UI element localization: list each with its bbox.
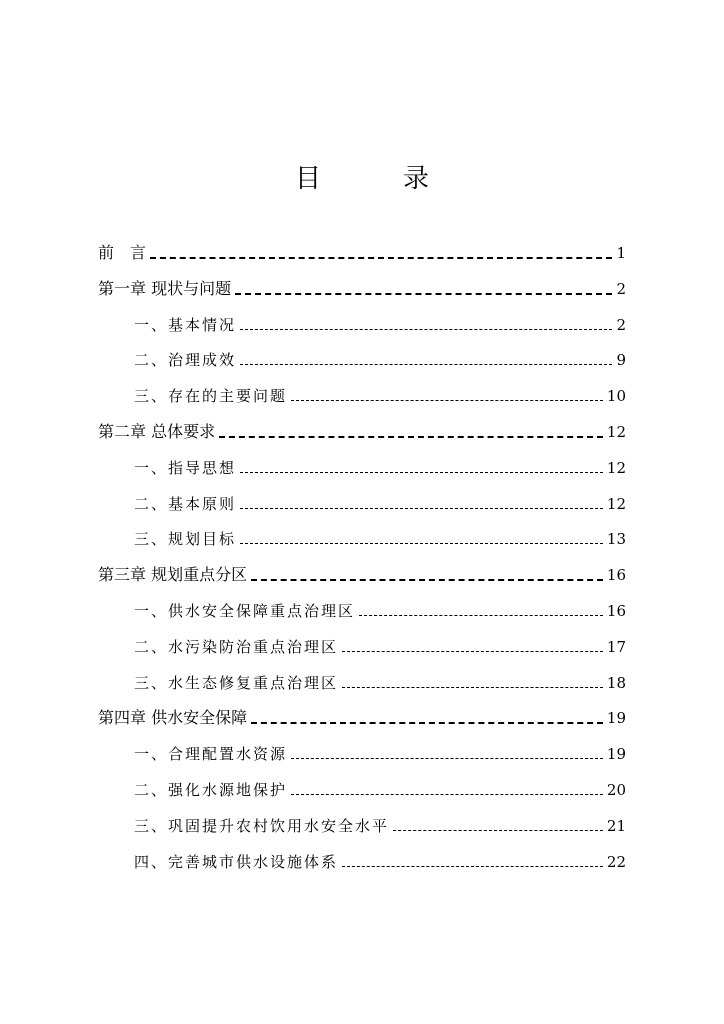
toc-leader-dashes bbox=[240, 319, 612, 330]
toc-entry-label: 四、完善城市供水设施体系 bbox=[134, 852, 339, 871]
toc-leader-dashes bbox=[359, 605, 603, 616]
toc-section-entry bbox=[134, 734, 626, 764]
toc-leader-dashes bbox=[251, 712, 603, 724]
toc-section-entry bbox=[134, 770, 626, 800]
toc-entry-label: 二、强化水源地保护 bbox=[134, 781, 288, 799]
toc-entry-label: 二、水污染防治重点治理区 bbox=[134, 637, 339, 656]
toc-entry-label: 三、巩固提升农村饮用水安全水平 bbox=[134, 816, 390, 835]
toc-page-number: 2 bbox=[616, 279, 626, 298]
toc-page-number: 20 bbox=[606, 781, 626, 799]
toc-section-entry bbox=[134, 806, 626, 836]
toc-leader-dashes bbox=[235, 283, 612, 295]
toc-section-entry bbox=[134, 484, 626, 514]
toc-section-entry bbox=[134, 663, 626, 693]
toc-leader-dashes bbox=[219, 426, 603, 438]
toc-page-number: 1 bbox=[616, 244, 626, 262]
toc-leader-dashes bbox=[240, 498, 603, 509]
toc-leader-dashes bbox=[291, 748, 603, 759]
toc-page-number: 21 bbox=[606, 816, 626, 835]
toc-title: 目 录 bbox=[294, 164, 457, 194]
toc-entry-label: 三、水生态修复重点治理区 bbox=[134, 673, 339, 692]
toc-entry-label: 第四章 供水安全保障 bbox=[98, 708, 248, 728]
toc-page-number: 16 bbox=[606, 602, 626, 620]
toc-entry-label: 二、治理成效 bbox=[134, 351, 237, 370]
toc-leader-dashes bbox=[240, 533, 603, 544]
toc-entry-label: 第一章 现状与问题 bbox=[98, 278, 232, 298]
toc-section-entry bbox=[134, 519, 626, 549]
toc-leader-dashes bbox=[342, 677, 603, 688]
toc-page-number: 18 bbox=[606, 673, 626, 692]
toc-page-number: 2 bbox=[616, 315, 626, 334]
toc-leader-dashes bbox=[240, 354, 612, 365]
toc-chapter-entry bbox=[98, 698, 626, 728]
toc-section-entry bbox=[134, 627, 626, 657]
toc-entry-label: 三、存在的主要问题 bbox=[134, 387, 288, 406]
toc-leader-dashes bbox=[240, 462, 603, 473]
toc-page-number: 12 bbox=[606, 458, 626, 477]
toc-entry-label: 三、规划目标 bbox=[134, 530, 237, 549]
toc-section-entry bbox=[134, 340, 626, 370]
toc-entry-label: 一、供水安全保障重点治理区 bbox=[134, 602, 356, 620]
toc-entry-label: 一、合理配置水资源 bbox=[134, 745, 288, 764]
toc-page-number: 16 bbox=[606, 566, 626, 585]
toc-leader-dashes bbox=[342, 856, 603, 867]
toc-leader-dashes bbox=[393, 820, 603, 831]
toc-section-entry bbox=[134, 842, 626, 872]
toc-entry-label: 一、指导思想 bbox=[134, 458, 237, 477]
toc-page-number: 17 bbox=[606, 637, 626, 656]
toc-section-entry bbox=[134, 376, 626, 406]
toc-entry-label: 二、基本原则 bbox=[134, 494, 237, 513]
toc-entry-label: 一、基本情况 bbox=[134, 315, 237, 334]
toc-chapter-entry bbox=[98, 412, 626, 442]
toc-page-number: 19 bbox=[606, 709, 626, 728]
toc-leader-dashes bbox=[291, 390, 603, 401]
toc-chapter-entry bbox=[98, 269, 626, 299]
toc-page-number: 19 bbox=[606, 745, 626, 764]
toc-page-number: 12 bbox=[606, 423, 626, 441]
toc-page-number: 13 bbox=[606, 530, 626, 549]
toc-page-number: 10 bbox=[606, 387, 626, 406]
toc-section-entry bbox=[134, 448, 626, 478]
toc-leader-dashes bbox=[150, 247, 612, 259]
toc-section-entry bbox=[134, 305, 626, 335]
toc-entry-label: 前 言 bbox=[98, 243, 147, 262]
toc-chapter-entry bbox=[98, 555, 626, 585]
toc-chapter-entry bbox=[98, 233, 626, 263]
toc-leader-dashes bbox=[291, 784, 603, 795]
toc-leader-dashes bbox=[251, 569, 603, 581]
toc-page-number: 22 bbox=[606, 852, 626, 871]
toc-leader-dashes bbox=[342, 641, 603, 652]
toc-entry-label: 第三章 规划重点分区 bbox=[98, 565, 248, 585]
toc-page-number: 9 bbox=[616, 351, 626, 370]
toc-page-number: 12 bbox=[606, 494, 626, 513]
toc-entry-label: 第二章 总体要求 bbox=[98, 422, 216, 441]
toc-section-entry bbox=[134, 591, 626, 621]
